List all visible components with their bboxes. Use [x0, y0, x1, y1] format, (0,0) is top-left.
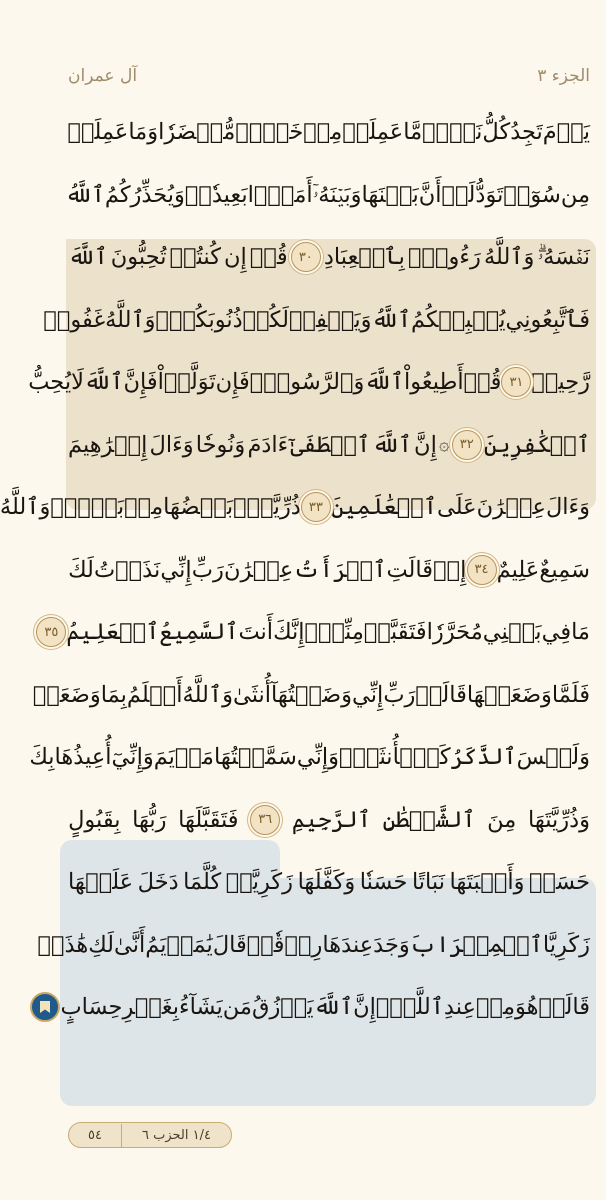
quran-word[interactable]: إِنَّكَ — [273, 619, 305, 645]
quran-word[interactable]: لَكِ — [88, 931, 115, 958]
quran-word[interactable]: كُنتُمۡ — [169, 244, 221, 270]
ayah-number-marker[interactable]: ٣٠ — [291, 242, 321, 272]
quran-word[interactable]: تَجِدُ — [510, 119, 543, 145]
quran-word[interactable]: عَلَى — [436, 494, 477, 520]
quran-word[interactable]: وَءَالَ — [545, 494, 590, 520]
quran-word[interactable]: إِن — [224, 244, 247, 270]
quran-word[interactable]: رَبُّهَا — [132, 806, 167, 833]
quran-word[interactable]: ٱلشَّيۡطَٰنِ — [382, 806, 476, 833]
quran-word[interactable]: قَالَتِ — [386, 556, 434, 583]
quran-word[interactable]: عَمِلَتۡ — [67, 119, 129, 145]
quran-word[interactable]: ٱللَّهَ — [313, 994, 354, 1020]
quran-word[interactable]: مُحَرَّرٗا — [426, 619, 483, 645]
quran-line — [28, 355, 590, 409]
quran-word[interactable]: لَكَ — [68, 556, 94, 583]
quran-word[interactable]: نَفۡسَهُۥۗ — [537, 244, 590, 270]
quran-word[interactable]: سُوٓءٖ — [503, 181, 561, 208]
quran-word[interactable]: وَضَعَتۡ — [32, 681, 101, 708]
quran-word[interactable]: وَضَعۡتُهَآ — [271, 681, 353, 708]
quran-word[interactable]: حِسَابٍ — [60, 994, 123, 1020]
quran-line — [65, 168, 590, 222]
quran-word[interactable]: مِنۢ — [124, 494, 164, 520]
quran-word[interactable]: عِمۡرَٰنَ — [223, 556, 294, 583]
quran-word[interactable]: لَكُمۡ — [242, 306, 289, 333]
quran-word[interactable]: وَضَعَتۡهَا — [466, 681, 552, 708]
quran-word[interactable]: وَءَالَ — [149, 431, 194, 458]
quran-word[interactable]: وَٱللَّهُ — [0, 494, 51, 520]
quran-line — [68, 418, 590, 472]
quran-word[interactable]: وَإِنِّي — [296, 744, 340, 770]
quran-word[interactable]: أَنتَ — [238, 619, 274, 645]
quran-word[interactable]: لَا — [71, 369, 84, 395]
quran-word[interactable]: ٱللَّهِۖ — [375, 994, 444, 1020]
quran-word[interactable]: فِي — [541, 619, 572, 645]
quran-word[interactable]: وَيَغۡفِرۡ — [288, 306, 372, 333]
quran-word[interactable]: وَكَفَّلَهَا — [297, 869, 356, 895]
quran-word[interactable]: مِن — [560, 181, 590, 208]
quran-word[interactable]: خَيۡرٖ — [235, 119, 304, 145]
quran-line — [60, 980, 590, 1034]
quran-word[interactable]: زَكَرِيَّا — [542, 931, 590, 958]
quran-word[interactable]: ٱللَّهَ — [364, 369, 404, 395]
quran-word[interactable]: يَشَآءُ — [179, 994, 223, 1020]
quran-word[interactable]: وَمَا — [128, 119, 159, 145]
surah-name[interactable]: آل عمران — [68, 66, 138, 86]
quran-word[interactable]: رِزۡقٗاۖ — [246, 931, 323, 958]
quran-line — [0, 480, 590, 534]
quran-word[interactable]: بِغَيۡرِ — [122, 994, 180, 1020]
quran-word[interactable]: إِنَّ — [353, 994, 376, 1020]
quran-word[interactable]: كُلُّ — [482, 119, 511, 145]
quran-word[interactable]: نَفۡسٖ — [422, 119, 483, 145]
quran-word[interactable]: كَٱلۡأُنثَىٰۖ — [339, 744, 451, 770]
quran-word[interactable]: وَٱللَّهُ — [105, 306, 156, 333]
quran-word[interactable]: أُعِيذُهَا — [54, 744, 112, 770]
quran-word[interactable]: غَفُورٞ — [43, 306, 106, 333]
quran-word[interactable]: هَٰذَاۖ — [37, 931, 89, 958]
quran-word[interactable]: ٱلۡعَٰلَمِينَ — [330, 494, 437, 520]
quran-word[interactable]: ٱلذَّكَرُ — [450, 744, 517, 770]
quran-word[interactable]: مَن — [222, 994, 252, 1020]
quran-word[interactable]: يَوۡمَ — [542, 119, 590, 145]
quran-line — [43, 293, 590, 347]
quran-word[interactable]: وَإِنِّيٓ — [111, 744, 154, 770]
quran-word[interactable]: ٱلۡكَٰفِرِينَ — [483, 431, 590, 458]
quran-word[interactable]: رَءُوفُۢ — [408, 244, 481, 270]
quran-word[interactable]: بَطۡنِي — [482, 619, 542, 645]
quran-word[interactable]: أُنثَىٰ — [232, 681, 272, 708]
quran-word[interactable]: إِنَّ — [414, 431, 437, 458]
quran-word[interactable]: وَنُوحٗا — [195, 431, 246, 458]
quran-word[interactable]: فَتَقَبَّلۡ — [363, 619, 427, 645]
quran-word[interactable]: بِٱلۡعِبَادِ — [323, 244, 405, 270]
quran-word[interactable]: إِبۡرَٰهِيمَ — [68, 431, 148, 458]
quran-word[interactable]: فَإِن — [215, 369, 250, 395]
quran-word[interactable]: ذُرِّيَّةَۢ — [233, 494, 301, 520]
quran-word[interactable]: أَنَّىٰ — [114, 931, 146, 958]
quran-word[interactable]: نَذَرۡتُ — [94, 556, 161, 583]
quran-word[interactable]: قَالَتۡ — [538, 994, 590, 1020]
ayah-number-marker[interactable]: ٣٤ — [467, 555, 497, 585]
quran-line — [37, 918, 590, 972]
quran-word[interactable]: ٱمۡرَأَتُ — [293, 556, 387, 583]
quran-word[interactable]: أَطِيعُواْ — [403, 369, 464, 395]
quran-word[interactable]: لَوۡ — [441, 181, 476, 208]
quran-word[interactable]: وَجَدَ — [373, 931, 410, 958]
quran-line — [29, 730, 590, 784]
quran-word[interactable]: سَمِيعٌ — [539, 556, 590, 583]
quran-word[interactable]: قَالَ — [212, 931, 247, 958]
quran-word[interactable]: بَعۡضٖۗ — [50, 494, 125, 520]
quran-word[interactable]: هُوَ — [515, 994, 539, 1020]
quran-word[interactable]: مَّا — [403, 119, 423, 145]
quran-word[interactable]: قَالَتۡ — [415, 681, 467, 708]
quran-word[interactable]: رَبِّ — [191, 556, 224, 583]
quran-word[interactable]: بِقَبُولٍ — [68, 806, 121, 833]
quran-word[interactable]: ٱلۡعَلِيمُ — [66, 619, 160, 645]
quran-word[interactable]: وَذُرِّيَّتَهَا — [527, 806, 590, 833]
ayah-number-marker[interactable]: ٣٦ — [250, 805, 280, 835]
quran-word[interactable]: مَا — [571, 619, 590, 645]
quran-word[interactable]: وَٱللَّهُ — [182, 681, 233, 708]
quran-word[interactable]: رَبِّ — [383, 681, 416, 708]
juz-label[interactable]: الجزء ٣ — [537, 66, 590, 86]
quran-word[interactable]: قُلۡ — [249, 244, 288, 270]
quran-line — [68, 855, 590, 909]
quran-line — [44, 605, 590, 659]
quran-line — [68, 793, 590, 847]
quran-word[interactable]: إِنِّي — [160, 556, 192, 583]
quran-word[interactable]: قُلۡ — [463, 369, 502, 395]
page-number: ٥٤ — [69, 1124, 122, 1147]
quran-word[interactable]: عَلَيۡهَا — [68, 869, 134, 895]
quran-word[interactable]: وَأَنۢبَتَهَا — [449, 869, 525, 895]
quran-word[interactable]: وَيُحَذِّرُكُمُ — [104, 181, 185, 208]
quran-word[interactable]: مِنۡ — [303, 119, 343, 145]
quran-line — [68, 105, 590, 159]
quran-word[interactable]: أَنَّ — [418, 181, 442, 208]
quran-word[interactable]: يُحۡبِبۡكُمُ — [411, 306, 506, 333]
quran-word[interactable]: بِمَا — [100, 681, 127, 708]
quran-word[interactable]: بَعۡضُهَا — [163, 494, 234, 520]
quran-word[interactable]: ٱلۡمِحۡرَابَ — [409, 931, 543, 958]
quran-line — [32, 668, 590, 722]
ayah-number-marker[interactable]: ٣٢ — [452, 430, 482, 460]
ayah-number-marker[interactable]: ٣٣ — [301, 492, 331, 522]
quran-word[interactable]: عَمِلَتۡ — [342, 119, 404, 145]
hizb-marker: ۞ — [439, 433, 450, 455]
quran-word[interactable]: إِنِّي — [352, 681, 384, 708]
quran-word[interactable]: رَّحِيمٞ — [531, 369, 590, 395]
quran-word[interactable]: وَٱللَّهُ — [483, 244, 535, 270]
quran-word[interactable]: ٱللَّهَ — [372, 431, 412, 458]
quran-word[interactable]: يَٰمَرۡيَمُ — [145, 931, 213, 958]
quran-word[interactable]: أَعۡلَمُ — [126, 681, 183, 708]
quran-word[interactable]: عِمۡرَٰنَ — [476, 494, 546, 520]
quran-word[interactable]: ءَادَمَ — [247, 431, 289, 458]
quran-word[interactable]: ٱللَّهُ — [371, 306, 412, 333]
quran-word[interactable]: يُحِبُّ — [28, 369, 72, 395]
quran-word[interactable]: ذُنُوبَكُمۡۚ — [155, 306, 243, 333]
hizb-label: ١/٤ الحزب ٦ — [142, 1127, 211, 1143]
quran-word[interactable]: حَسَنٖ — [529, 869, 590, 895]
quran-word[interactable]: عَلِيمٌ — [496, 556, 540, 583]
ayah-number-marker[interactable]: ٣٥ — [36, 617, 66, 647]
quran-word[interactable]: ٱللَّهُ — [65, 181, 105, 208]
quran-word[interactable]: عِندَهَا — [322, 931, 374, 958]
quran-word[interactable]: ٱللَّهَ — [83, 369, 124, 395]
ayah-number-marker[interactable]: ٣١ — [501, 367, 531, 397]
quran-word[interactable]: تَوَدُّ — [475, 181, 504, 208]
page-header — [68, 66, 590, 96]
quran-word[interactable]: تَوَلَّوۡاْ — [157, 369, 216, 395]
bookmark-icon[interactable] — [30, 992, 60, 1022]
quran-word[interactable]: سَمَّيۡتُهَا — [213, 744, 297, 770]
quran-word[interactable]: ٱللَّهَ — [68, 244, 108, 270]
quran-word[interactable]: بِكَ — [29, 744, 55, 770]
quran-word[interactable]: فَلَمَّا — [551, 681, 590, 708]
quran-word[interactable]: ٱلسَّمِيعُ — [159, 619, 239, 645]
quran-word[interactable]: وَبَيۡنَهُۥٓ — [312, 181, 362, 208]
quran-word[interactable]: مِنَ — [487, 806, 517, 833]
quran-word[interactable]: مِنۡ — [475, 994, 516, 1020]
quran-word[interactable]: مُّحۡضَرٗا — [158, 119, 236, 145]
quran-word[interactable]: يَرۡزُقُ — [251, 994, 314, 1020]
quran-word[interactable]: فَتَقَبَّلَهَا — [178, 806, 239, 833]
quran-word[interactable]: وَلَيۡسَ — [516, 744, 590, 770]
quran-word[interactable]: فَإِنَّ — [123, 369, 158, 395]
quran-word[interactable]: بَعِيدٗاۗ — [184, 181, 248, 208]
quran-word[interactable]: عِندِ — [443, 994, 476, 1020]
quran-line — [68, 543, 590, 597]
quran-word[interactable]: دَخَلَ — [137, 869, 179, 895]
quran-word[interactable]: بَيۡنَهَا — [361, 181, 419, 208]
quran-word[interactable]: فَٱتَّبِعُونِي — [505, 306, 590, 333]
quran-word[interactable]: أَمَدَۢا — [247, 181, 313, 208]
quran-word[interactable]: تُحِبُّونَ — [110, 244, 167, 270]
quran-word[interactable]: وَٱلرَّسُولَۖ — [249, 369, 365, 395]
quran-word[interactable]: مِنِّيٓۖ — [304, 619, 364, 645]
quran-word[interactable]: مَرۡيَمَ — [153, 744, 214, 770]
page-footer[interactable] — [68, 1122, 232, 1148]
quran-line — [68, 230, 590, 284]
quran-word[interactable]: نَبَاتًا — [411, 869, 445, 895]
quran-word[interactable]: ٱصۡطَفَىٰٓ — [290, 431, 371, 458]
quran-word[interactable]: حَسَنٗا — [359, 869, 408, 895]
quran-word[interactable]: زَكَرِيَّاۖ — [225, 869, 294, 895]
quran-word[interactable]: إِذۡ — [433, 556, 467, 583]
quran-word[interactable]: ٱلرَّجِيمِ — [291, 806, 371, 833]
quran-word[interactable]: كُلَّمَا — [183, 869, 222, 895]
